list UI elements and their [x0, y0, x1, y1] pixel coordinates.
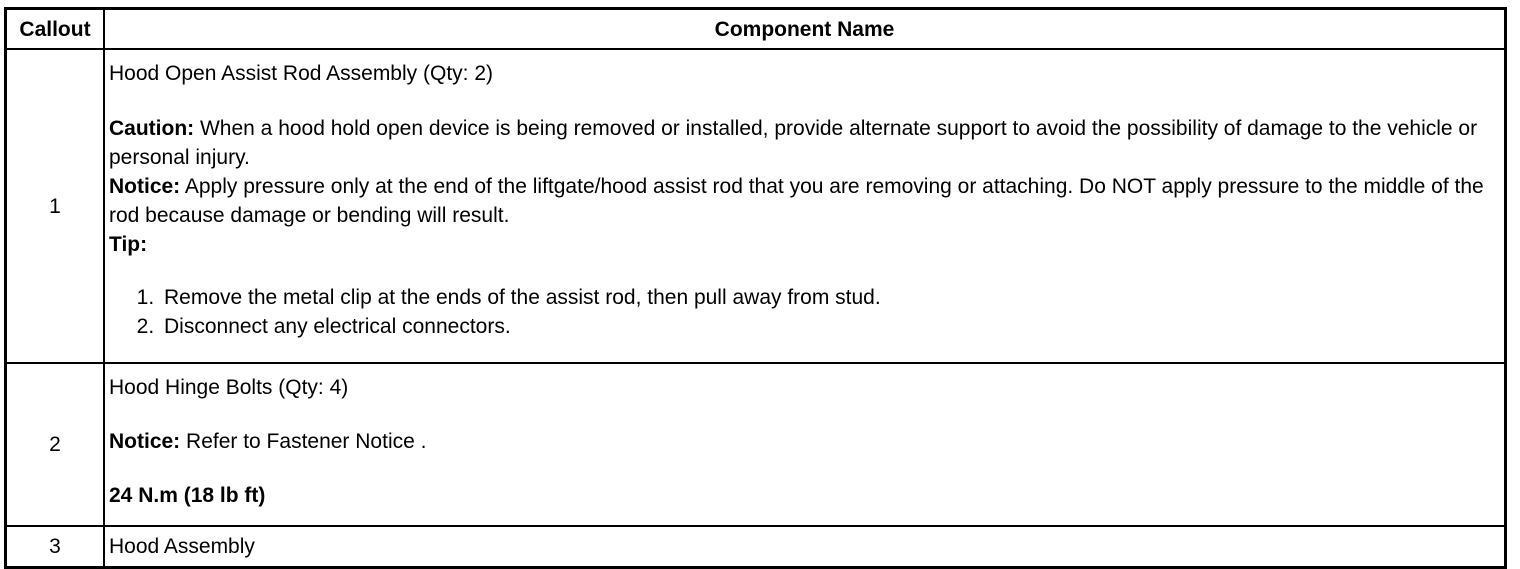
notice-label: Notice: [109, 175, 181, 198]
notice-note [109, 172, 1500, 230]
callout-header: Callout [6, 9, 105, 50]
notice-note [109, 427, 1500, 456]
tip-label: Tip: [109, 233, 148, 256]
table-header-row [6, 9, 1506, 50]
tip-step: 1. Remove the metal clip at the ends of the assist rod, then pull away from stud. [160, 283, 1500, 312]
table-row [6, 526, 1506, 568]
callout-number: 2 [6, 363, 105, 526]
tip-step: 2. Disconnect any electrical connectors. [160, 312, 1500, 341]
component-description [104, 363, 1506, 526]
notice-text: Apply pressure only at the end of the liftgate/hood assist rod that you are removing or attaching. Do NOT apply pressure to the middle of the rod because damage or bending will result. [109, 175, 1484, 227]
component-title: Hood Hinge Bolts (Qty: 4) [109, 376, 349, 399]
notice-text: Refer to Fastener Notice . [180, 430, 427, 453]
table-row [6, 363, 1506, 526]
callout-number: 1 [6, 49, 105, 363]
caution-note [109, 114, 1500, 172]
component-title: Hood Open Assist Rod Assembly (Qty: 2) [109, 62, 493, 85]
component-description [104, 526, 1506, 568]
table-row [6, 49, 1506, 363]
caution-text: When a hood hold open device is being removed or installed, provide alternate support to avoid the possibility of damage to the vehicle or personal injury. [109, 117, 1478, 169]
component-title: Hood Assembly [109, 535, 255, 558]
notice-label: Notice: [109, 430, 181, 453]
component-table [4, 7, 1507, 569]
component-name-header: Component Name [104, 9, 1506, 50]
tip-list [109, 283, 1500, 341]
caution-label: Caution: [109, 117, 195, 140]
component-description [104, 49, 1506, 363]
torque-spec: 24 N.m (18 lb ft) [109, 484, 266, 507]
callout-number: 3 [6, 526, 105, 568]
